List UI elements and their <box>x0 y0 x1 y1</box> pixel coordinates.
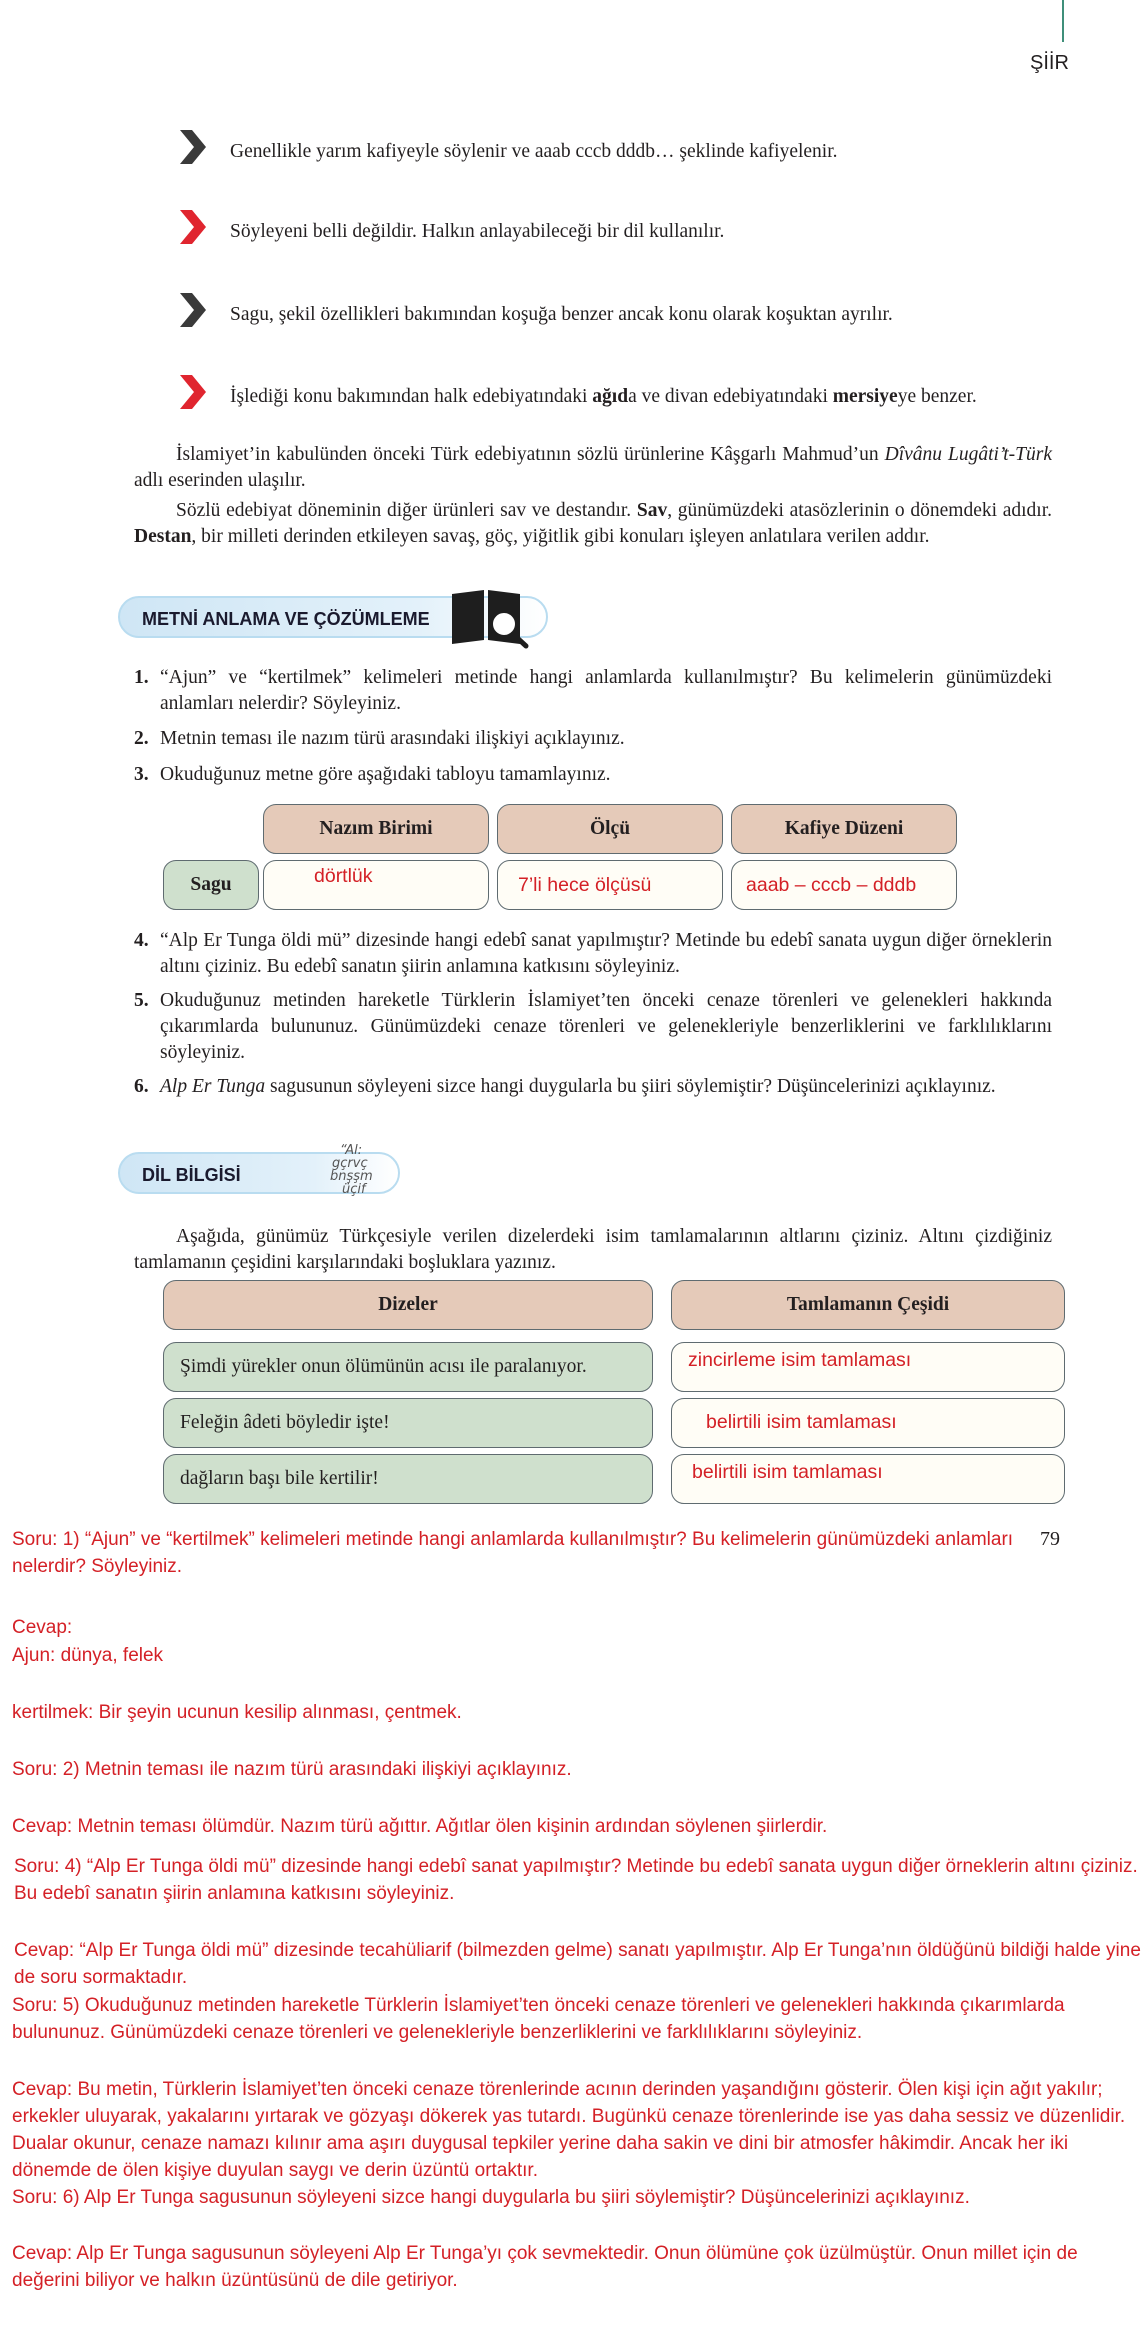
table1-answer-cell-3 <box>731 860 957 910</box>
table1-header-rhyme: Kafiye Düzeni <box>731 804 957 854</box>
answer-q6-answer: Cevap: Alp Er Tunga sagusunun söyleyeni Alp Er Tunga’yı çok sevmektedir. Onun ölümüne çok üzülmüştür. Onun millet için de değerini biliyor ve halkın üzüntüsünü de dile getiriyor. <box>12 2243 1078 2291</box>
section-header-title: METNİ ANLAMA VE ÇÖZÜMLEME <box>142 609 430 629</box>
answer-q1-kertilmek: kertilmek: Bir şeyin ucunun kesilip alınması, çentmek. <box>12 1702 462 1723</box>
table2-line-2: Feleğin âdeti böyledir işte! <box>163 1398 653 1448</box>
intro-paragraph-1: İslamiyet’in kabulünden önceki Türk edebiyatının sözlü ürünlerine Kâşgarlı Mahmud’un Dîvânu Lugâti’t-Türk adlı eserinden ulaşılır. <box>134 444 1052 491</box>
chevron-right-icon <box>178 293 208 327</box>
answer-q5-answer: Cevap: Bu metin, Türklerin İslamiyet’ten önceki cenaze törenlerinde acının derinden yaşandığını gösterir. Ölen kişi için ağıt yakılır; erkekler uluyarak, yakalarını yırtarak ve gözyaşı dökerek yas tutardı. Bugünkü cenaze törenlerinde ise yas daha sessiz ve düzenlidir. Dualar okunur, cenaze namazı kılınır ama aşırı duygusal tepkiler yerine daha sakin ve dini bir atmosfer hâkimdir. Ancak her iki dönemde de ölen kişiye duyulan saygı ve derin üzüntü ortaktır. <box>12 2079 1126 2181</box>
corner-rule <box>1062 0 1064 42</box>
table1-answer-cell-2 <box>497 860 723 910</box>
table1-answer-cell-1 <box>263 860 489 910</box>
table2-header-lines: Dizeler <box>163 1280 653 1330</box>
table1-header-meter-unit: Nazım Birimi <box>263 804 489 854</box>
question-1: 1. “Ajun” ve “kertilmek” kelimeleri metinde hangi anlamlarda kullanılmıştır? Bu kelimelerin günümüzdeki anlamları nelerdir? Söyleyiniz. <box>134 667 1052 714</box>
table1-answer-3: aaab – cccb – dddb <box>746 874 917 896</box>
question-5: 5. Okuduğunuz metinden hareketle Türklerin İslamiyet’ten önceki cenaze törenleri ve gelenekleri hakkında çıkarımlarda bulununuz. Günümüzdeki cenaze törenleri ve gelenekleriyle benzerliklerini ve farklılıklarını söyleyiniz. <box>134 990 1052 1063</box>
answer-q6-question: Soru: 6) Alp Er Tunga sagusunun söyleyeni sizce hangi duygularla bu şiiri söylemiştir? Düşüncelerinizi açıklayınız. <box>12 2187 970 2208</box>
table2-header-type: Tamlamanın Çeşidi <box>671 1280 1065 1330</box>
table1-header-meter: Ölçü <box>497 804 723 854</box>
question-6: 6. Alp Er Tunga sagusunun söyleyeni sizce hangi duygularla bu şiiri söylemiştir? Düşüncelerinizi açıklayınız. <box>134 1076 996 1097</box>
intro-paragraph-2: Sözlü edebiyat döneminin diğer ürünleri sav ve destandır. Sav, günümüzdeki atasözlerinin o dönemdeki adıdır. Destan, bir milleti derinden etkileyen savaş, göç, yiğitlik gibi konuları işleyen anlatılara verilen addır. <box>134 500 1052 547</box>
question-2: 2. Metnin teması ile nazım türü arasındaki ilişkiyi açıklayınız. <box>134 728 625 749</box>
bullet-text-2: Söyleyeni belli değildir. Halkın anlayabileceği bir dil kullanılır. <box>230 221 725 242</box>
answer-q5-question: Soru: 5) Okuduğunuz metinden hareketle Türklerin İslamiyet’ten önceki cenaze törenleri ve gelenekleri hakkında çıkarımlarda bulununuz. Günümüzdeki cenaze törenleri ve gelenekleriyle benzerliklerini ve farklılıklarını söyleyiniz. <box>12 1995 1065 2043</box>
table2-answer-cell-2 <box>671 1398 1065 1448</box>
answer-q1-label: Cevap: <box>12 1617 73 1638</box>
grammar-intro: Aşağıda, günümüz Türkçesiyle verilen dizelerdeki isim tamlamalarının altlarını çiziniz. Altını çizdiğiniz tamlamanın çeşidini karşılarındaki boşluklara yazınız. <box>134 1226 1052 1273</box>
table1-row-label: Sagu <box>163 860 259 910</box>
answer-q1-question: Soru: 1) “Ajun” ve “kertilmek” kelimeleri metinde hangi anlamlarda kullanılmıştır? Bu kelimelerin günümüzdeki anlamları nelerdir? Söyleyiniz. <box>12 1529 1014 1577</box>
table2-answer-cell-1 <box>671 1342 1065 1392</box>
chevron-right-icon <box>178 130 208 164</box>
bullet-text-4: İşlediği konu bakımından halk edebiyatındaki ağıda ve divan edebiyatındaki mersiyeye benzer. <box>230 386 977 407</box>
answer-q4-answer: Cevap: “Alp Er Tunga öldi mü” dizesinde tecahüliarif (bilmezden gelme) sanatı yapılmıştır. Alp Er Tunga’nın öldüğünü bildiği halde yine de soru sormaktadır. <box>14 1940 1141 1988</box>
table1-answer-1: dörtlük <box>314 865 373 887</box>
bullet-text-3: Sagu, şekil özellikleri bakımından koşuğa benzer ancak konu olarak koşuktan ayrılır. <box>230 304 893 325</box>
letters-cloud-icon: “Al: gçrvç bnşşm üçif <box>330 1143 373 1197</box>
question-4: 4. “Alp Er Tunga öldi mü” dizesinde hangi edebî sanat yapılmıştır? Metinde bu edebî sanata uygun diğer örneklerin altını çiziniz. Bu edebî sanatın şiirin anlamına katkısını söyleyiniz. <box>134 930 1052 977</box>
answer-q4-question: Soru: 4) “Alp Er Tunga öldi mü” dizesinde hangi edebî sanat yapılmıştır? Metinde bu edebî sanata uygun diğer örneklerin altını çiziniz. Bu edebî sanatın şiirin anlamına katkısını söyleyiniz. <box>14 1856 1138 1904</box>
table2-answer-3: belirtili isim tamlaması <box>692 1461 883 1483</box>
answer-q2-question: Soru: 2) Metnin teması ile nazım türü arasındaki ilişkiyi açıklayınız. <box>12 1759 572 1780</box>
chevron-right-icon <box>178 375 208 409</box>
chevron-right-icon <box>178 210 208 244</box>
bullet-text-1: Genellikle yarım kafiyeyle söylenir ve aaab cccb dddb… şeklinde kafiyelenir. <box>230 141 838 162</box>
table1-answer-2: 7’li hece ölçüsü <box>518 874 652 896</box>
question-3: 3. Okuduğunuz metne göre aşağıdaki tabloyu tamamlayınız. <box>134 764 611 785</box>
answer-q2-answer: Cevap: Metnin teması ölümdür. Nazım türü ağıttır. Ağıtlar ölen kişinin ardından söylenen şiirlerdir. <box>12 1816 828 1837</box>
answer-q1-ajun: Ajun: dünya, felek <box>12 1645 164 1666</box>
section-header-title: DİL BİLGİSİ <box>142 1165 241 1185</box>
table2-answer-2: belirtili isim tamlaması <box>706 1411 897 1433</box>
page-number: 79 <box>1040 1528 1060 1550</box>
book-magnifier-icon <box>448 588 532 650</box>
table2-line-1: Şimdi yürekler onun ölümünün acısı ile paralanıyor. <box>163 1342 653 1392</box>
table2-line-3: dağların başı bile kertilir! <box>163 1454 653 1504</box>
table2-answer-1: zincirleme isim tamlaması <box>688 1349 912 1371</box>
table2-answer-cell-3 <box>671 1454 1065 1504</box>
section-title: ŞİİR <box>1030 52 1069 74</box>
